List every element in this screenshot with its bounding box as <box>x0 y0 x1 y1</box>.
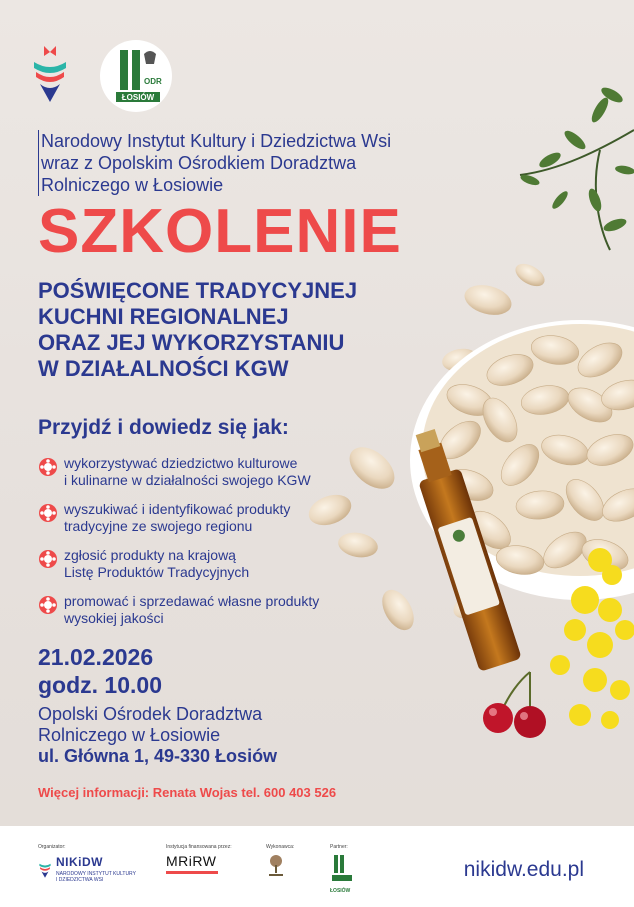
list-item-line-1: promować i sprzedawać własne produkty <box>64 593 320 609</box>
list-item-line-2: wysokiej jakości <box>64 610 164 626</box>
organizer-text <box>38 130 481 196</box>
venue-line-2: Rolniczego w Łosiowie <box>38 725 221 745</box>
event-time: godz. 10.00 <box>38 672 162 698</box>
list-item <box>38 455 378 499</box>
flower-bullet-icon <box>38 595 58 615</box>
partner-logo-icon <box>330 853 354 883</box>
organizer-name: NIKiDW <box>56 855 103 869</box>
organizer-sub-2: I DZIEDZICTWA WSI <box>56 877 104 883</box>
institution-label: Instytucja finansowana przez: <box>166 844 232 850</box>
event-date: 21.02.2026 <box>38 644 154 670</box>
intro-heading: Przyjdź i dowiedz się jak: <box>38 416 289 439</box>
partner-label: Partner: <box>330 844 348 850</box>
odr-logo-text: ODR <box>144 77 162 86</box>
odr-losiow-logo <box>100 40 172 112</box>
poster-subtitle <box>38 278 357 382</box>
nikidw-small-logo-icon <box>38 857 52 879</box>
list-item-line-2: Listę Produktów Tradycyjnych <box>64 564 250 580</box>
nikidw-logo <box>30 44 70 104</box>
footer-partner <box>330 844 354 897</box>
executor-label: Wykonawca: <box>266 844 295 850</box>
list-item-line-1: wyszukiwać i identyfikować produkty <box>64 501 291 517</box>
organizer-line-3: Rolniczego w Łosiowie <box>41 175 224 195</box>
flower-bullet-icon <box>38 549 58 569</box>
footer <box>0 826 634 907</box>
poster-title: SZKOLENIE <box>38 197 402 266</box>
event-datetime <box>38 643 162 699</box>
benefits-list <box>38 455 378 639</box>
list-item-line-1: wykorzystywać dziedzictwo kulturowe <box>64 455 298 471</box>
subtitle-line-4: W DZIAŁALNOŚCI KGW <box>38 356 289 381</box>
partner-name: ŁOSIÓW <box>330 888 351 894</box>
organizer-sub-1: NARODOWY INSTYTUT KULTURY <box>56 871 136 877</box>
odr-logo-location: ŁOSIÓW <box>121 93 155 102</box>
institution-bar <box>166 871 218 874</box>
institution-name: MRiRW <box>166 853 217 869</box>
footer-organizer <box>38 844 136 883</box>
list-item-line-2: tradycyjne ze swojego regionu <box>64 518 253 534</box>
list-item <box>38 501 378 545</box>
subtitle-line-3: ORAZ JEJ WYKORZYSTANIU <box>38 330 345 355</box>
flower-bullet-icon <box>38 457 58 477</box>
list-item-line-2: i kulinarne w działalności swojego KGW <box>64 472 311 488</box>
organizer-label: Organizator: <box>38 844 66 850</box>
list-item <box>38 547 378 591</box>
subtitle-line-2: KUCHNI REGIONALNEJ <box>38 304 289 329</box>
venue-address: ul. Główna 1, 49-330 Łosiów <box>38 746 278 766</box>
contact-info: Więcej informacji: Renata Wojas tel. 600 403 526 <box>38 785 337 800</box>
organizer-line-2: wraz z Opolskim Ośrodkiem Doradztwa <box>41 153 357 173</box>
subtitle-line-1: POŚWIĘCONE TRADYCYJNEJ <box>38 278 358 303</box>
list-item-line-1: zgłosić produkty na krajową <box>64 547 236 563</box>
list-item <box>38 593 378 637</box>
event-venue <box>38 704 277 767</box>
venue-line-1: Opolski Ośrodek Doradztwa <box>38 704 263 724</box>
footer-executor <box>266 844 294 884</box>
executor-logo-icon <box>266 853 286 879</box>
footer-institution <box>166 844 232 874</box>
organizer-line-1: Narodowy Instytut Kultury i Dziedzictwa Wsi <box>41 131 392 151</box>
website-link[interactable]: nikidw.edu.pl <box>463 858 584 881</box>
flower-bullet-icon <box>38 503 58 523</box>
